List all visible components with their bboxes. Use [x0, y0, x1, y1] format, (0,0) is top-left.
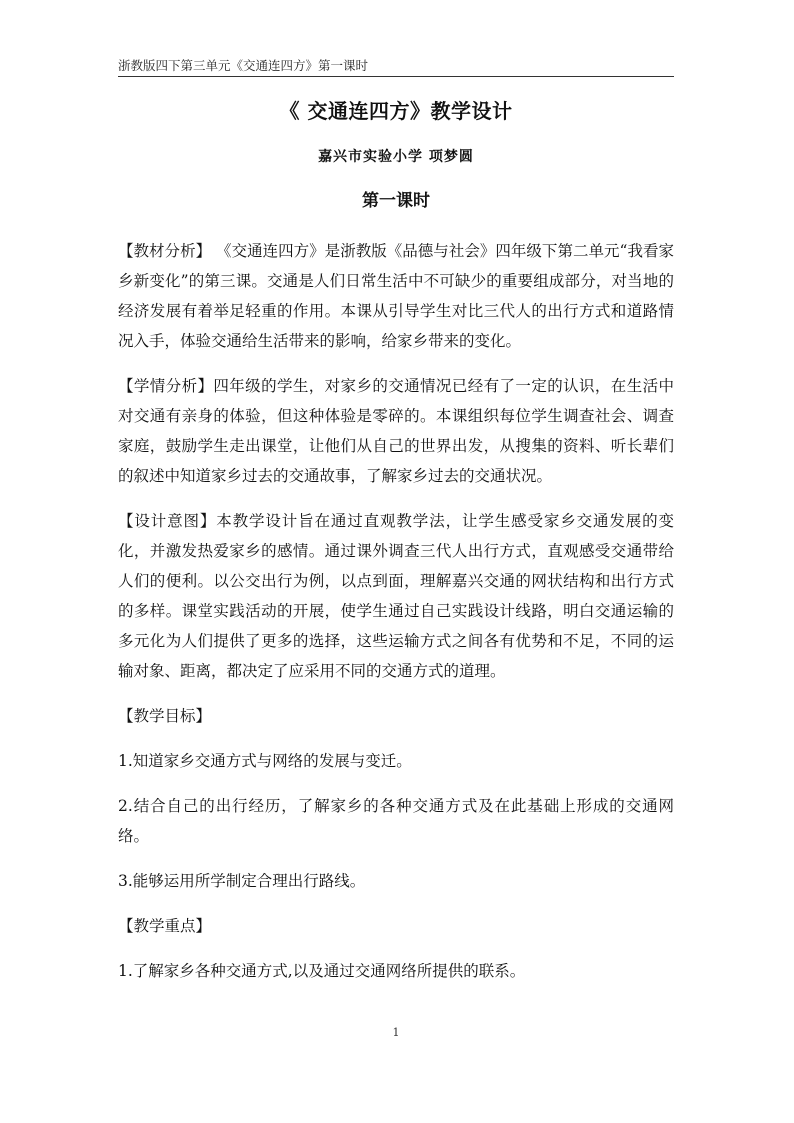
document-body	[118, 236, 674, 1001]
lesson-heading: 第一课时	[362, 191, 430, 211]
paragraph-student-analysis: 【学情分析】四年级的学生，对家乡的交通情况已经有了一定的认识，在生活中对交通有亲身的体验，但这种体验是零碎的。本课组织每位学生调查社会、调查家庭，鼓励学生走出课堂，让他们从自己的世界出发，从搜集的资料、听长辈们的叙述中知道家乡过去的交通故事，了解家乡过去的交通状况。	[118, 377, 674, 485]
section-heading-teaching-focus: 【教学重点】	[118, 917, 212, 935]
header-divider	[118, 76, 674, 77]
page-header: 浙教版四下第三单元《交通连四方》第一课时	[118, 58, 369, 73]
section-heading-teaching-goals: 【教学目标】	[118, 707, 212, 725]
document-author: 嘉兴市实验小学 项梦圆	[318, 149, 474, 165]
paragraph-design-intent: 【设计意图】本教学设计旨在通过直观教学法，让学生感受家乡交通发展的变化，并激发热爱家乡的感情。通过课外调查三代人出行方式，直观感受交通带给人们的便利。以公交出行为例，以点到面，理解嘉兴交通的网状结构和出行方式的多样。课堂实践活动的开展，使学生通过自己实践设计线路，明白交通运输的多元化为人们提供了更多的选择，这些运输方式之间各有优势和不足，不同的运输对象、距离，都决定了应采用不同的交通方式的道理。	[118, 512, 674, 680]
goal-item-3: 3.能够运用所学制定合理出行路线。	[118, 872, 366, 890]
page-number: 1	[392, 1026, 400, 1039]
document-title: 《 交通连四方》教学设计	[279, 99, 513, 123]
goal-item-1: 1.知道家乡交通方式与网络的发展与变迁。	[118, 752, 412, 770]
paragraph-material-analysis: 【教材分析】 《交通连四方》是浙教版《品德与社会》四年级下第二单元“我看家乡新变化”的第三课。交通是人们日常生活中不可缺少的重要组成部分，对当地的经济发展有着举足轻重的作用。本课从引导学生对比三代人的出行方式和道路情况入手，体验交通给生活带来的影响，给家乡带来的变化。	[118, 242, 674, 350]
goal-item-2: 2.结合自己的出行经历，了解家乡的各种交通方式及在此基础上形成的交通网络。	[118, 797, 674, 845]
focus-item-1: 1.了解家乡各种交通方式,以及通过交通网络所提供的联系。	[118, 962, 526, 980]
